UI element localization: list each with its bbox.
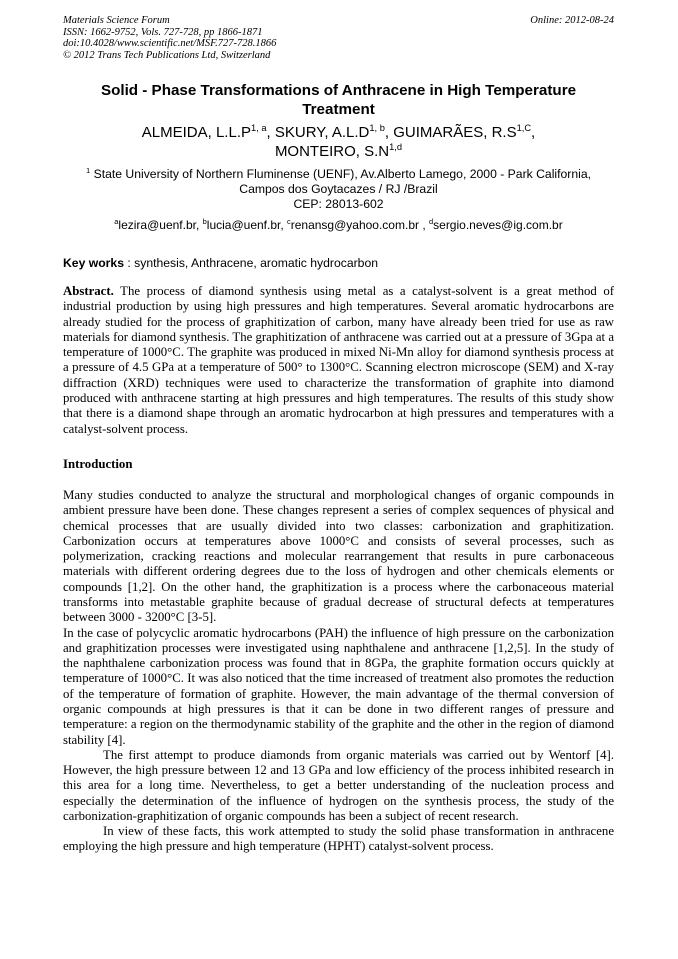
author: [275, 124, 393, 141]
abstract-label: Abstract.: [63, 284, 114, 298]
affiliation: [63, 167, 614, 212]
author: [393, 124, 535, 141]
intro-paragraph: The first attempt to produce diamonds from organic materials was carried out by Wentorf [4]. However, the high pressure between 12 and 13 GPa and low efficiency of the process inhibited research in this area for a long time. Nevertheless, to get a better understanding of the nucleation process and especially the determination of the influence of hydrogen on the synthesis process, the study of the carbonization-graphitization of organic compounds has been a subject of recent research.: [63, 747, 614, 823]
email-link[interactable]: lucia@uenf.br: [206, 218, 281, 232]
affiliation-cep: CEP: 28013-602: [293, 197, 384, 211]
email-list: [63, 218, 614, 233]
author-name: MONTEIRO, S.N: [274, 143, 390, 160]
keywords-label: Key works: [63, 256, 124, 270]
author-separator: ,: [266, 124, 275, 141]
email-link[interactable]: sergio.neves@ig.com.br: [433, 218, 563, 232]
author-affiliation-mark: 1, a: [251, 123, 267, 133]
abstract: [63, 284, 614, 437]
author-name: ALMEIDA, L.L.P: [141, 124, 251, 141]
email-mark: d: [429, 217, 434, 226]
doi-line: doi:10.4028/www.scientific.net/MSF.727-728.1866: [63, 38, 277, 50]
journal-header: [63, 15, 276, 61]
author-list: [63, 123, 614, 161]
author-affiliation-mark: 1, b: [369, 123, 385, 133]
abstract-text: The process of diamond synthesis using metal as a catalyst-solvent is a great method of industrial production by using high pressures and high temperatures. Several aromatic hydrocarbons are already studied for the process of graphitization of carbon, many have already been tried for use as raw materials for diamond synthesis. The graphitization of anthracene was carried out at a pressure of 3Gpa at a temperature of 1000°C. The graphite was produced in mixed Ni-Mn alloy for diamond synthesis process at a pressure of 4.5 GPa at a temperature of 500° to 1300°C. Scanning electron microscope (SEM) and X-ray diffraction (XRD) techniques were used to characterize the transformation of graphite into diamond produced with anthracene starting at high pressures and high temperatures. The results of this study show that there is a diamond shape through an aromatic hydrocarbon at high pressures and temperatures with a catalyst-solvent process.: [63, 284, 614, 436]
email-entry: [114, 218, 202, 232]
email-separator: ,: [280, 218, 288, 232]
online-date: Online: 2012-08-24: [530, 15, 614, 26]
intro-paragraph: Many studies conducted to analyze the structural and morphological changes of organic compounds in ambient pressure have been done. These changes represent a series of complex sequences of physical and chemical processes that are usually divided into two classes: carbonization and graphitization. Carbonization occurs at temperatures above 1000°C and consists of several processes, such as polymerization, cracking reactions and molecular rearrangement that results in pure carbonaceous materials with different ordering degrees due to the loss of hydrogen and other chemicals elements or compounds [1,2]. On the other hand, the graphitization is a process where the carbonaceous material transforms into metastable graphite because of gradual decrease of structural defects at temperatures between 3000 - 3200°C [3-5].: [63, 488, 614, 625]
email-link[interactable]: renansg@yahoo.com.br: [290, 218, 419, 232]
email-link[interactable]: lezira@uenf.br: [118, 218, 196, 232]
author-separator: ,: [384, 124, 394, 141]
paper-title: Solid - Phase Transformations of Anthracene in High Temperature Treatment: [100, 82, 577, 118]
issn-line: ISSN: 1662-9752, Vols. 727-728, pp 1866-1871: [63, 26, 263, 38]
author: [142, 124, 275, 141]
intro-paragraph: In view of these facts, this work attempted to study the solid phase transformation in anthracene employing the high pressure and high temperature (HPHT) catalyst-solvent process.: [63, 824, 614, 854]
email-mark: a: [114, 217, 119, 226]
keywords-text: : synthesis, Anthracene, aromatic hydrocarbon: [123, 256, 379, 270]
author-separator: ,: [531, 124, 536, 141]
author: [275, 143, 402, 160]
email-entry: [287, 218, 429, 232]
introduction-heading: Introduction: [63, 457, 133, 471]
email-mark: c: [287, 217, 291, 226]
introduction-body: [63, 488, 614, 855]
author-affiliation-mark: 1,C: [516, 123, 532, 133]
affiliation-text: State University of Northern Fluminense (UENF), Av.Alberto Lamego, 2000 - Park California, Campos dos Goytacazes / RJ /Brazil: [93, 167, 591, 196]
author-name: GUIMARÃES, R.S: [393, 124, 517, 141]
journal-name: Materials Science Forum: [63, 15, 170, 26]
keywords: [63, 256, 614, 271]
email-mark: b: [202, 217, 207, 226]
copyright-line: © 2012 Trans Tech Publications Ltd, Switzerland: [63, 49, 271, 61]
affiliation-mark: 1: [85, 165, 91, 175]
intro-paragraph: In the case of polycyclic aromatic hydrocarbons (PAH) the influence of high pressure on the carbonization and graphitization processes were investigated using naphthalene and anthracene [1,2,5]. In the study of the naphthalene carbonization process was found that in 8GPa, the graphite formation occurs quickly at temperature of 1000°C. It was also noticed that the time increased of treatment also promotes the reduction of the temperature of formation of graphite. However, the main advantage of the thermal conversion of organic compounds at high pressures is that it can be done in two different ranges of pressure and temperature: a region on the thermodynamic stability of the graphite and the other in the region of diamond stability [4].: [63, 625, 614, 747]
author-affiliation-mark: 1,d: [389, 142, 403, 152]
author-name: SKURY, A.L.D: [274, 124, 370, 141]
email-separator: ,: [195, 218, 203, 232]
email-entry: [203, 218, 287, 232]
email-entry: [429, 218, 563, 232]
email-separator: ,: [418, 218, 429, 232]
